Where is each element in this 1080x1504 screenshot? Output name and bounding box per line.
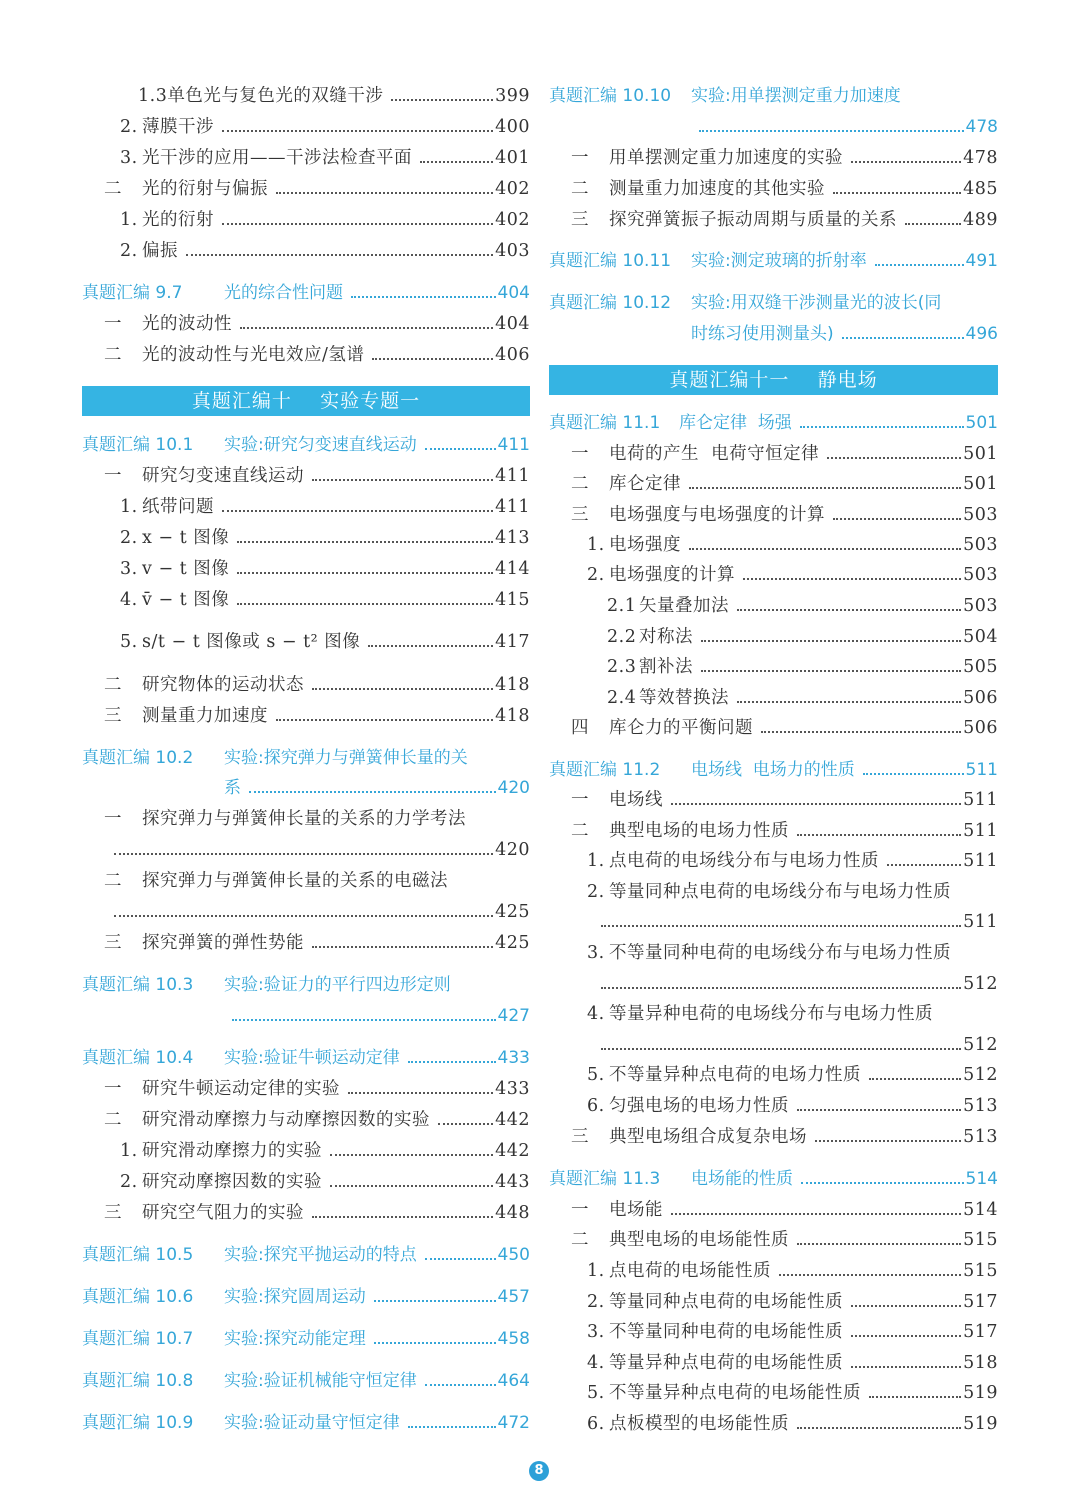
toc-entry: 2. 薄膜干涉 400 — [120, 117, 530, 137]
toc-entry: 2.1 矢量叠加法 503 — [607, 596, 998, 616]
toc-entry-continued: 512 — [549, 973, 998, 995]
toc-entry-continued: 511 — [549, 911, 998, 933]
toc-entry: 4. 等量异种电荷的电场线分布与电场力性质 — [587, 1004, 933, 1024]
toc-entry: 一 探究弹力与弹簧伸长量的关系的力学考法 — [104, 809, 466, 829]
toc-section-10-8[interactable]: 真题汇编 10.8 实验:验证机械能守恒定律 464 — [82, 1371, 530, 1391]
toc-entry: 三 研究空气阻力的实验 448 — [104, 1203, 530, 1223]
toc-entry-continued: 512 — [549, 1034, 998, 1056]
toc-entry: 一 电场能 514 — [571, 1200, 998, 1220]
toc-section-9-7[interactable]: 真题汇编 9.7 光的综合性问题 404 — [82, 283, 530, 303]
toc-section-10-6[interactable]: 真题汇编 10.6 实验:探究圆周运动 457 — [82, 1287, 530, 1307]
toc-entry: 三 探究弹簧的弹性势能 425 — [104, 933, 530, 953]
toc-entry: 二 库仑定律 501 — [571, 474, 998, 494]
chapter-banner-10: 真题汇编十 实验专题一 — [82, 386, 530, 416]
toc-entry: 6. 匀强电场的电场力性质 513 — [587, 1096, 998, 1116]
toc-section-10-10[interactable]: 真题汇编 10.10 实验:用单摆测定重力加速度 — [549, 86, 901, 106]
page-number-badge: 8 — [529, 1461, 549, 1481]
toc-entry: 三 典型电场组合成复杂电场 513 — [571, 1127, 998, 1147]
toc-section-10-2-continued[interactable]: 系 420 — [224, 778, 530, 798]
toc-entry-continued: 425 — [82, 901, 530, 923]
toc-entry: 4. v̄ − t 图像 415 — [120, 590, 530, 610]
toc-section-10-3[interactable]: 真题汇编 10.3 实验:验证力的平行四边形定则 — [82, 975, 451, 995]
toc-entry: 2. 研究动摩擦因数的实验 443 — [120, 1172, 530, 1192]
toc-section-10-5[interactable]: 真题汇编 10.5 实验:探究平抛运动的特点 450 — [82, 1245, 530, 1265]
toc-section-10-4[interactable]: 真题汇编 10.4 实验:验证牛顿运动定律 433 — [82, 1048, 530, 1068]
toc-entry: 2. 等量同种点电荷的电场线分布与电场力性质 — [587, 882, 951, 902]
toc-entry: 3. v − t 图像 414 — [120, 559, 530, 579]
toc-entry: 4. 等量异种点电荷的电场能性质 518 — [587, 1353, 998, 1373]
toc-entry: 1. 电场强度 503 — [587, 535, 998, 555]
toc-section-10-11[interactable]: 真题汇编 10.11 实验:测定玻璃的折射率 491 — [549, 251, 998, 271]
toc-section-10-1[interactable]: 真题汇编 10.1 实验:研究匀变速直线运动 411 — [82, 435, 530, 455]
toc-entry: 三 测量重力加速度 418 — [104, 706, 530, 726]
toc-entry: 二 研究物体的运动状态 418 — [104, 675, 530, 695]
toc-entry: 1. 纸带问题 411 — [120, 497, 530, 517]
toc-section-10-12[interactable]: 真题汇编 10.12 实验:用双缝干涉测量光的波长(同 — [549, 293, 942, 313]
toc-entry: 2.3 割补法 505 — [607, 657, 998, 677]
toc-entry: 3. 光干涉的应用——干涉法检查平面 401 — [120, 148, 530, 168]
toc-section-11-3[interactable]: 真题汇编 11.3 电场能的性质 514 — [549, 1169, 998, 1189]
toc-entry: 二 研究滑动摩擦力与动摩擦因数的实验 442 — [104, 1110, 530, 1130]
toc-entry: 一 电场线 511 — [571, 790, 998, 810]
toc-entry: 5. s/t − t 图像或 s − t² 图像 417 — [120, 632, 530, 652]
toc-entry: 2.2 对称法 504 — [607, 627, 998, 647]
toc-entry: 1. 光的衍射 402 — [120, 210, 530, 230]
toc-section-10-10-continued[interactable]: 478 — [549, 116, 998, 138]
toc-entry: 2.4 等效替换法 506 — [607, 688, 998, 708]
toc-section-10-12-continued[interactable]: 时练习使用测量头) 496 — [691, 324, 998, 344]
chapter-banner-11: 真题汇编十一 静电场 — [549, 365, 998, 395]
toc-section-10-9[interactable]: 真题汇编 10.9 实验:验证动量守恒定律 472 — [82, 1413, 530, 1433]
toc-entry: 三 探究弹簧振子振动周期与质量的关系 489 — [571, 210, 998, 230]
toc-entry: 二 测量重力加速度的其他实验 485 — [571, 179, 998, 199]
toc-entry: 1. 研究滑动摩擦力的实验 442 — [120, 1141, 530, 1161]
toc-entry: 一 光的波动性 404 — [104, 314, 530, 334]
toc-section-11-1[interactable]: 真题汇编 11.1 库仑定律 场强 501 — [549, 413, 998, 433]
toc-entry: 一 研究牛顿运动定律的实验 433 — [104, 1079, 530, 1099]
toc-entry: 3. 不等量同种电荷的电场能性质 517 — [587, 1322, 998, 1342]
toc-entry-continued: 420 — [82, 839, 530, 861]
toc-entry: 6. 点板模型的电场能性质 519 — [587, 1414, 998, 1434]
toc-entry: 一 电荷的产生 电荷守恒定律 501 — [571, 444, 998, 464]
toc-entry: 四 库仑力的平衡问题 506 — [571, 718, 998, 738]
toc-section-11-2[interactable]: 真题汇编 11.2 电场线 电场力的性质 511 — [549, 760, 998, 780]
toc-entry: 2. 偏振 403 — [120, 241, 530, 261]
toc-entry: 1. 点电荷的电场线分布与电场力性质 511 — [587, 851, 998, 871]
toc-entry: 1.3 单色光与复色光的双缝干涉 399 — [138, 86, 530, 106]
toc-section-10-7[interactable]: 真题汇编 10.7 实验:探究动能定理 458 — [82, 1329, 530, 1349]
toc-entry: 5. 不等量异种点电荷的电场力性质 512 — [587, 1065, 998, 1085]
toc-entry: 2. x − t 图像 413 — [120, 528, 530, 548]
toc-section-10-3-continued[interactable]: 427 — [82, 1005, 530, 1027]
toc-entry: 1. 点电荷的电场能性质 515 — [587, 1261, 998, 1281]
toc-entry: 一 研究匀变速直线运动 411 — [104, 466, 530, 486]
toc-entry: 一 用单摆测定重力加速度的实验 478 — [571, 148, 998, 168]
toc-entry: 三 电场强度与电场强度的计算 503 — [571, 505, 998, 525]
toc-entry: 二 光的衍射与偏振 402 — [104, 179, 530, 199]
toc-entry: 二 典型电场的电场能性质 515 — [571, 1230, 998, 1250]
toc-entry: 二 探究弹力与弹簧伸长量的关系的电磁法 — [104, 871, 448, 891]
toc-section-10-2[interactable]: 真题汇编 10.2 实验:探究弹力与弹簧伸长量的关 — [82, 748, 468, 768]
toc-entry: 2. 电场强度的计算 503 — [587, 565, 998, 585]
toc-entry: 二 光的波动性与光电效应/氢谱 406 — [104, 345, 530, 365]
toc-entry: 3. 不等量同种电荷的电场线分布与电场力性质 — [587, 943, 951, 963]
toc-entry: 二 典型电场的电场力性质 511 — [571, 821, 998, 841]
toc-entry: 2. 等量同种点电荷的电场能性质 517 — [587, 1292, 998, 1312]
toc-entry: 5. 不等量异种点电荷的电场能性质 519 — [587, 1383, 998, 1403]
